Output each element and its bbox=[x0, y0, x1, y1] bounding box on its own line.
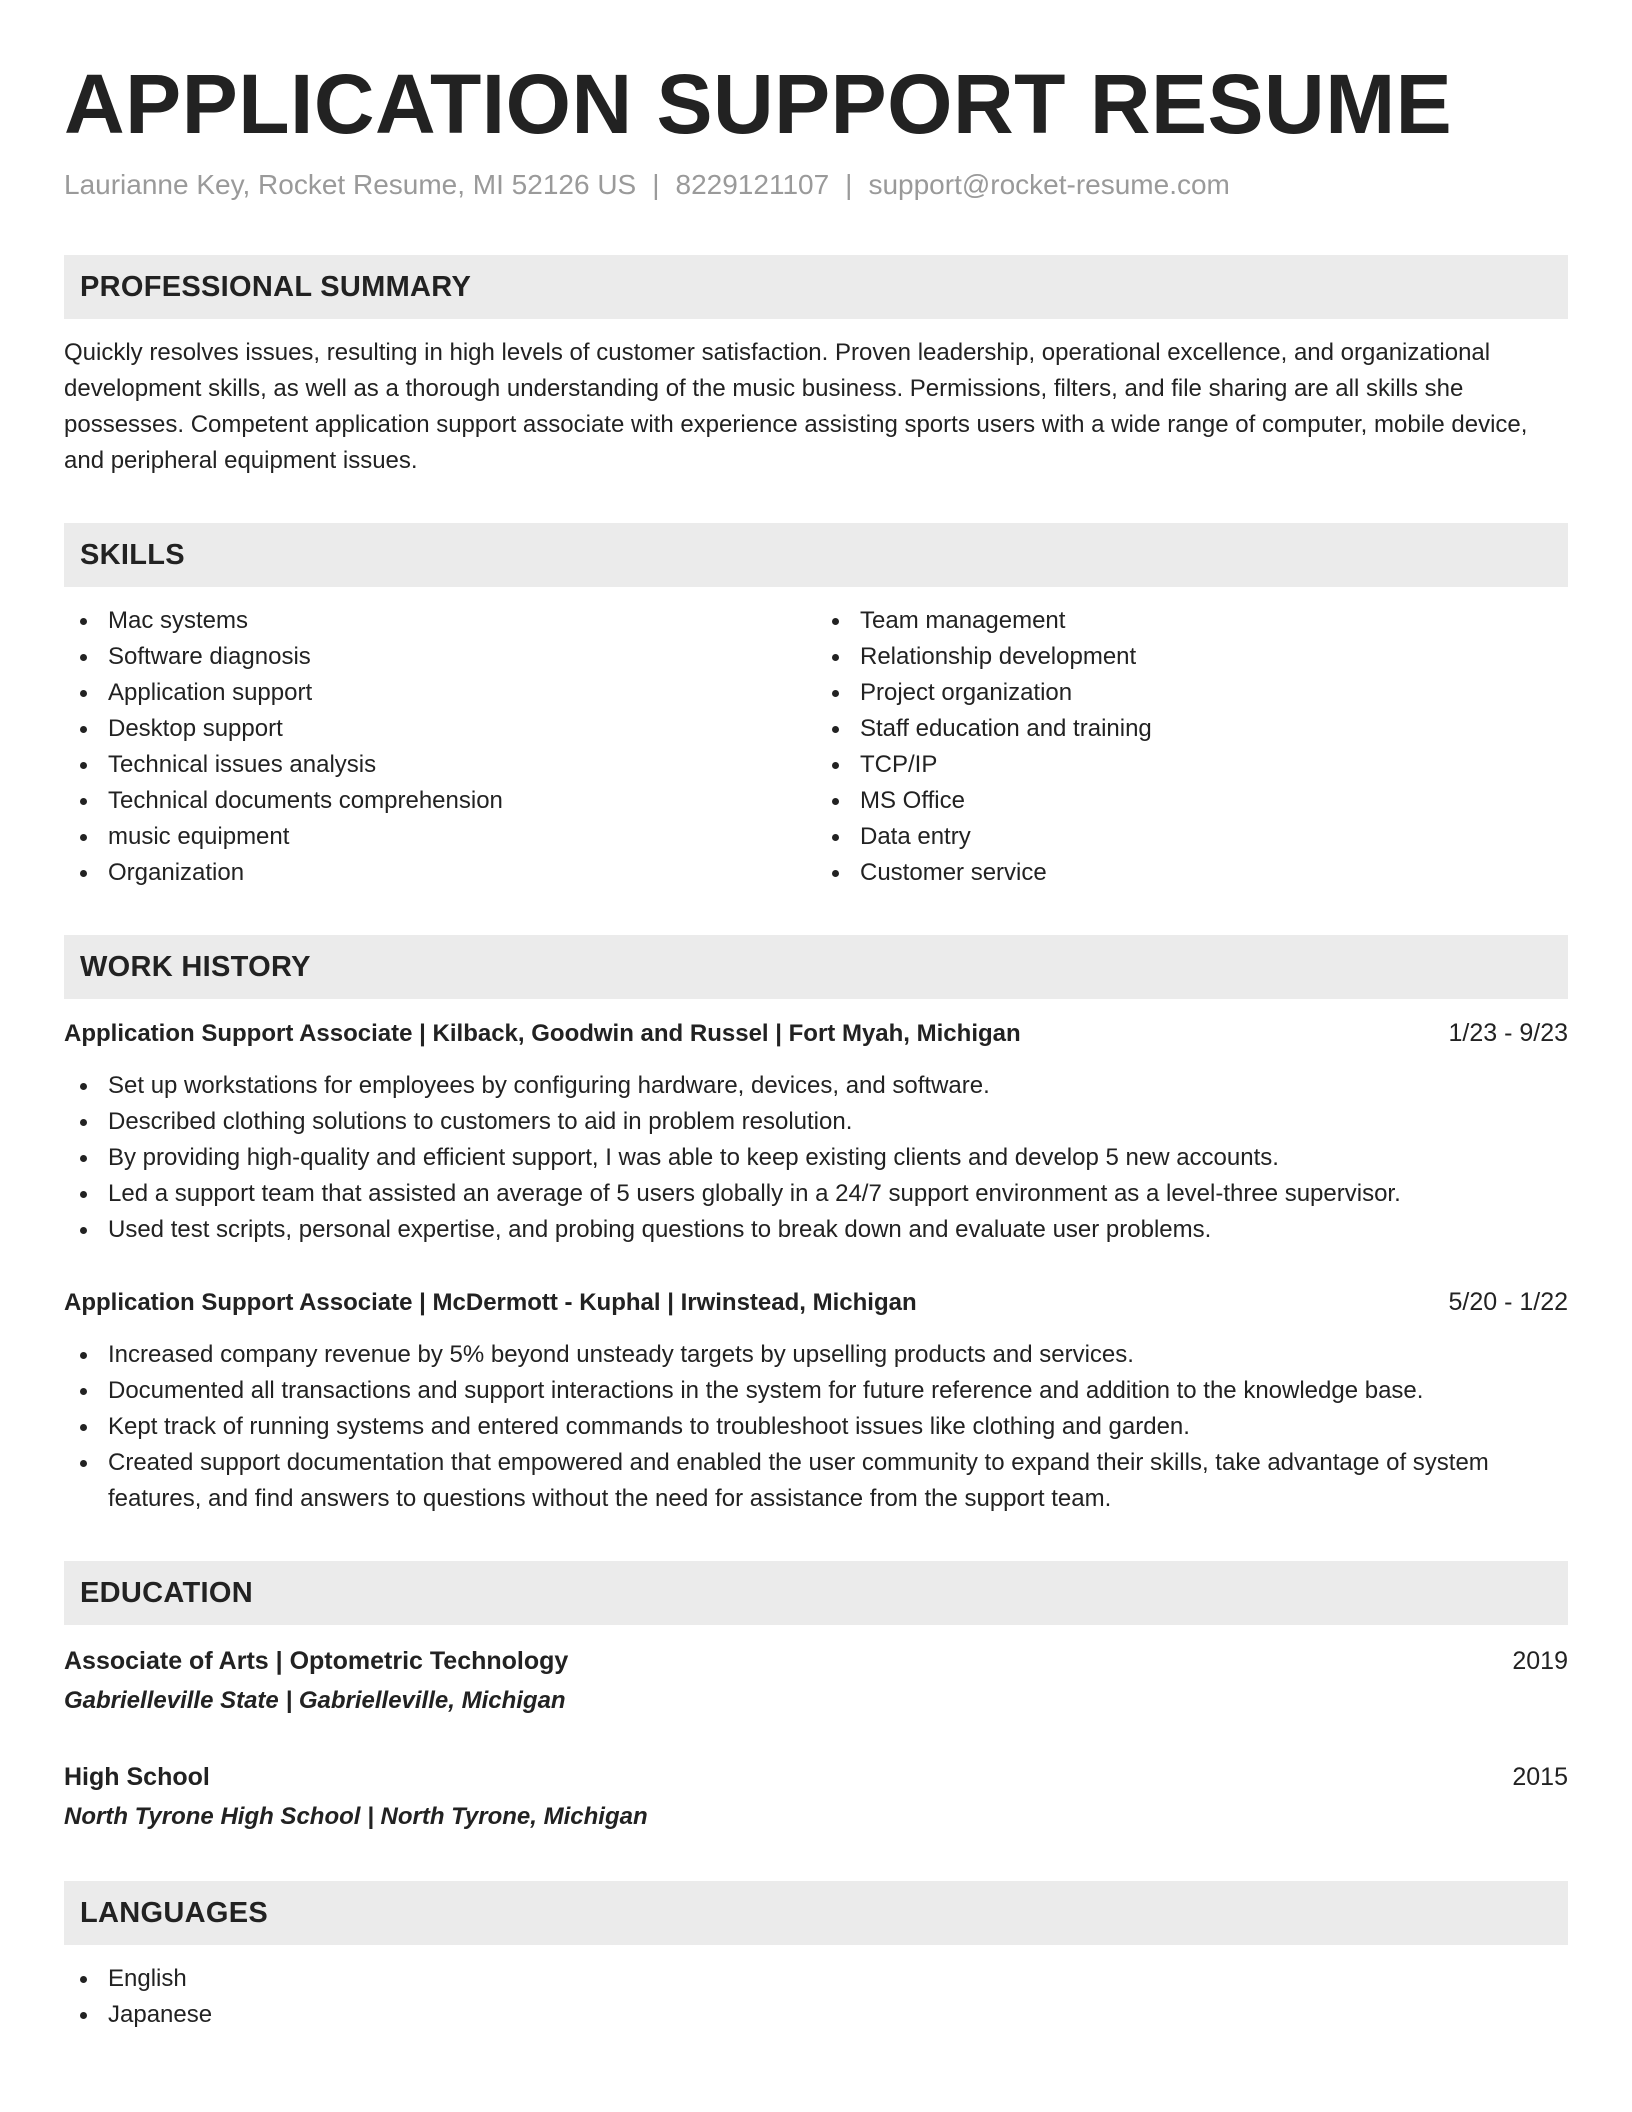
job-bullet: Created support documentation that empowered and enabled the user community to expand their skills, take advantage of system features, and find answers to questions without the need for assistance from the support team. bbox=[64, 1445, 1568, 1517]
skills-list bbox=[64, 603, 1568, 891]
skill-item: Team management bbox=[816, 603, 1568, 639]
job-bullet: Kept track of running systems and entered commands to troubleshoot issues like clothing and garden. bbox=[64, 1409, 1568, 1445]
job-bullets bbox=[64, 1068, 1568, 1248]
skill-item: MS Office bbox=[816, 783, 1568, 819]
contact-line bbox=[64, 167, 1568, 203]
education-section bbox=[64, 1561, 1568, 1837]
skill-item: Organization bbox=[64, 855, 816, 891]
job-title: Application Support Associate | McDermott - Kuphal | Irwinstead, Michigan bbox=[64, 1289, 917, 1316]
job-bullet: Set up workstations for employees by configuring hardware, devices, and software. bbox=[64, 1068, 1568, 1104]
language-item: English bbox=[64, 1961, 1568, 1997]
job-dates: 5/20 - 1/22 bbox=[1448, 1288, 1568, 1316]
summary-section bbox=[64, 255, 1568, 479]
job-bullet: Led a support team that assisted an average of 5 users globally in a 24/7 support environment as a level-three supervisor. bbox=[64, 1176, 1568, 1212]
skill-item: Software diagnosis bbox=[64, 639, 816, 675]
job-title: Application Support Associate | Kilback, Goodwin and Russel | Fort Myah, Michigan bbox=[64, 1020, 1021, 1047]
languages-section bbox=[64, 1881, 1568, 2033]
contact-separator: | bbox=[845, 169, 853, 200]
languages-list bbox=[64, 1961, 1568, 2033]
education-entry bbox=[64, 1757, 1568, 1837]
skills-section bbox=[64, 523, 1568, 891]
skills-heading: SKILLS bbox=[64, 523, 1568, 587]
work-history-section bbox=[64, 935, 1568, 1517]
job-dates: 1/23 - 9/23 bbox=[1448, 1019, 1568, 1047]
skill-item: Technical issues analysis bbox=[64, 747, 816, 783]
education-school: Gabrielleville State | Gabrielleville, Michigan bbox=[64, 1687, 566, 1714]
contact-email: support@rocket-resume.com bbox=[868, 169, 1230, 200]
education-degree: High School bbox=[64, 1763, 210, 1791]
job-bullet: Documented all transactions and support interactions in the system for future reference and addition to the knowledge base. bbox=[64, 1373, 1568, 1409]
education-school: North Tyrone High School | North Tyrone, Michigan bbox=[64, 1803, 648, 1830]
education-degree: Associate of Arts | Optometric Technology bbox=[64, 1647, 569, 1675]
resume-title: APPLICATION SUPPORT RESUME bbox=[64, 57, 1453, 151]
contact-phone: 8229121107 bbox=[675, 169, 830, 200]
languages-heading: LANGUAGES bbox=[64, 1881, 1568, 1945]
contact-address: Laurianne Key, Rocket Resume, MI 52126 US bbox=[64, 169, 637, 200]
skill-item: Project organization bbox=[816, 675, 1568, 711]
skill-item: music equipment bbox=[64, 819, 816, 855]
job-bullet: Described clothing solutions to customers to aid in problem resolution. bbox=[64, 1104, 1568, 1140]
summary-heading: PROFESSIONAL SUMMARY bbox=[64, 255, 1568, 319]
summary-text: Quickly resolves issues, resulting in high levels of customer satisfaction. Proven leadership, operational excellence, and organizational development skills, as well as a thorough understanding of the music business. Permissions, filters, and file sharing are all skills she possesses. Competent application support associate with experience assisting sports users with a wide range of computer, mobile device, and peripheral equipment issues. bbox=[64, 339, 1528, 474]
skills-column-right bbox=[816, 603, 1568, 891]
skill-item: TCP/IP bbox=[816, 747, 1568, 783]
job-bullets bbox=[64, 1337, 1568, 1517]
language-item: Japanese bbox=[64, 1997, 1568, 2033]
skill-item: Staff education and training bbox=[816, 711, 1568, 747]
education-heading: EDUCATION bbox=[64, 1561, 1568, 1625]
skills-column-left bbox=[64, 603, 816, 891]
skill-item: Customer service bbox=[816, 855, 1568, 891]
skill-item: Data entry bbox=[816, 819, 1568, 855]
job-entry bbox=[64, 1284, 1568, 1517]
skill-item: Technical documents comprehension bbox=[64, 783, 816, 819]
education-entry bbox=[64, 1641, 1568, 1721]
skill-item: Application support bbox=[64, 675, 816, 711]
job-bullet: Increased company revenue by 5% beyond unsteady targets by upselling products and services. bbox=[64, 1337, 1568, 1373]
work-history-heading: WORK HISTORY bbox=[64, 935, 1568, 999]
job-entry bbox=[64, 1015, 1568, 1248]
skill-item: Mac systems bbox=[64, 603, 816, 639]
job-bullet: Used test scripts, personal expertise, and probing questions to break down and evaluate user problems. bbox=[64, 1212, 1568, 1248]
contact-separator: | bbox=[652, 169, 660, 200]
education-year: 2019 bbox=[1512, 1647, 1568, 1675]
skill-item: Desktop support bbox=[64, 711, 816, 747]
skill-item: Relationship development bbox=[816, 639, 1568, 675]
job-bullet: By providing high-quality and efficient support, I was able to keep existing clients and develop 5 new accounts. bbox=[64, 1140, 1568, 1176]
education-year: 2015 bbox=[1512, 1763, 1568, 1791]
